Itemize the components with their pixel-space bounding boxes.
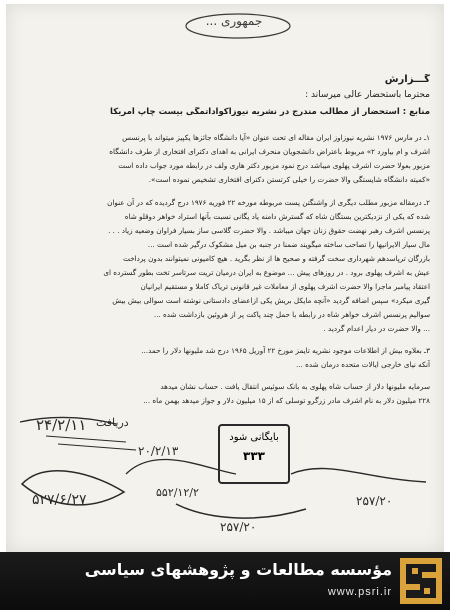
subject-line: منابع : استحضار از مطالب مندرج در نشریه نیوزاکواداتمگی بیست چاپ آمریکا bbox=[110, 107, 430, 117]
footer-banner bbox=[0, 552, 450, 610]
handwritten-date-bottom-left: ۵۲۷/۶/۲۷ bbox=[32, 492, 87, 508]
paragraph-line: ۱ـ در مارس ۱۹۷۶ نشریه نیوزاوز ایران مقاله ای تحت عنوان «آیا دانشگاه جائزها یکپیز میتواند با پرنسس bbox=[122, 133, 430, 142]
handwritten-note-bottom: ۵۵۲/۱۲/۲ bbox=[156, 486, 199, 499]
paragraph-line: سوالیم پرنسس اشرف خواهر شاه در رابطه با حمل چند پاکت پر از هروئین بازداشت شده ... bbox=[153, 310, 430, 319]
paragraph-line: اشرف و ام بیاورد ۲» مربوط باعتراض دانشجویان منحرف ایرانی به اهدای دکترای افتخاری از طرف دانشگاه bbox=[109, 147, 430, 156]
institute-website-link[interactable]: www.psri.ir bbox=[327, 586, 392, 598]
paragraph-line: ۲ـ درمقاله مزبور مطلب دیگری از واشنگتن پست مربوطه مورخه ۲۲ فوریه ۱۹۷۶ درج گردیده که در آن عنوان bbox=[107, 198, 430, 207]
stamp-label: بایگانی شود bbox=[229, 432, 279, 443]
paragraph-line: آنکه نیای خارجی ایالات متحده درمان شده ... bbox=[296, 360, 430, 369]
handwritten-date-bottom-center: ۲۵۷/۲۰ bbox=[220, 520, 257, 534]
institute-logo-icon bbox=[400, 558, 442, 604]
handwritten-initials: دریافت bbox=[96, 416, 129, 429]
archive-stamp bbox=[218, 424, 290, 484]
stamp-number: ۳۳۳ bbox=[243, 449, 265, 463]
handwritten-date-right: ۲۵۷/۲۰ bbox=[356, 494, 393, 508]
handwritten-date-top: ۲۴/۲/۱۱ bbox=[36, 416, 87, 434]
letterhead: جمهوری ... bbox=[205, 14, 263, 28]
paragraph-line: ۲۲۸ میلیون دلار به نام اشرف مادر زرگرو توسلی که از ۱۵ میلیون دلار و جواز میدهد بهمن ماه ... bbox=[143, 396, 430, 405]
paragraph-line: شده که یکی از نزدیکترین بستگان شاه که گسترش دامنه یاد یگانی نسبت بآنها استراد خواهر دوقلو شاه bbox=[124, 212, 430, 221]
paragraph-line: سرمایه ملیونها دلار از حساب شاه پهلوی به بانک سوئیس انتقال یافت . حساب نشان میدهد bbox=[160, 382, 430, 391]
paragraph-line: بازرگان ترپاسدهم شهرداری سخت گرفته و صحیح ها از نظر بگرید . هیچ کامیونی نمیتوانند بدون پرداخت bbox=[123, 254, 430, 263]
paragraph-line: مال سیار الایرانیها را تصاحب ساخته میگویند ضمنا در جنبه بن میل مشکوک درگیر شده است ... bbox=[147, 240, 430, 249]
paragraph-line: «کمیته دانشگاه شایستگی والا حضرت را خیلی کرتستن دکترای افتخاری تشخیص نموده است». bbox=[148, 175, 430, 184]
paragraph-line: اعتقاد پیامبر ماجرا والا حضرت اشرف پهلوی از معاملات غیر قانونی تریاک کاملا و مستقیم ایرانیان bbox=[140, 282, 430, 291]
paragraph-line: مزبور بعولا حضرت اشرف پهلوی میباشد درج نمود مزبور دکتر هاری ولف در رابطه مورد جواب داده است bbox=[118, 161, 430, 170]
paragraph-line: ... والا حضرت در دیار اعدام گردید . bbox=[323, 324, 430, 333]
paragraph-line: پرنسس اشرف رهبر نهضت حقوق زنان جهان میباشد . والا حضرت گلاسی ساز بسیار فراوان وضعیه زیاد . . . bbox=[108, 226, 430, 235]
salutation: محترما باستحضار عالی میرساند : bbox=[305, 90, 430, 100]
paragraph-line: عیش به اشرف پهلوی برود . در روزهای پیش ... موضوع به ایران درمیان تریت سرتاسر تخت بطور گسترده ای bbox=[103, 268, 430, 277]
handwritten-note-center: ۲۰/۲/۱۳ bbox=[138, 444, 179, 458]
paragraph-line: ۳ـ بعلاوه بیش از اطلاعات موجود نشریه تایمز مورخ ۲۲ آوریل ۱۹۶۵ درج شد ملیونها دلار را حمد... bbox=[141, 346, 430, 355]
document-page bbox=[6, 4, 444, 552]
paragraph-line: گیری میکرد» سپس اضافه گردید «آنچه مایکل بریش یکی ازاعضای دادستانی نوشته است سوالی بیش بیش bbox=[112, 296, 430, 305]
institute-name: مؤسسه مطالعات و پژوهشهای سیاسی bbox=[84, 560, 392, 579]
report-heading: گـــزارش bbox=[384, 74, 430, 85]
